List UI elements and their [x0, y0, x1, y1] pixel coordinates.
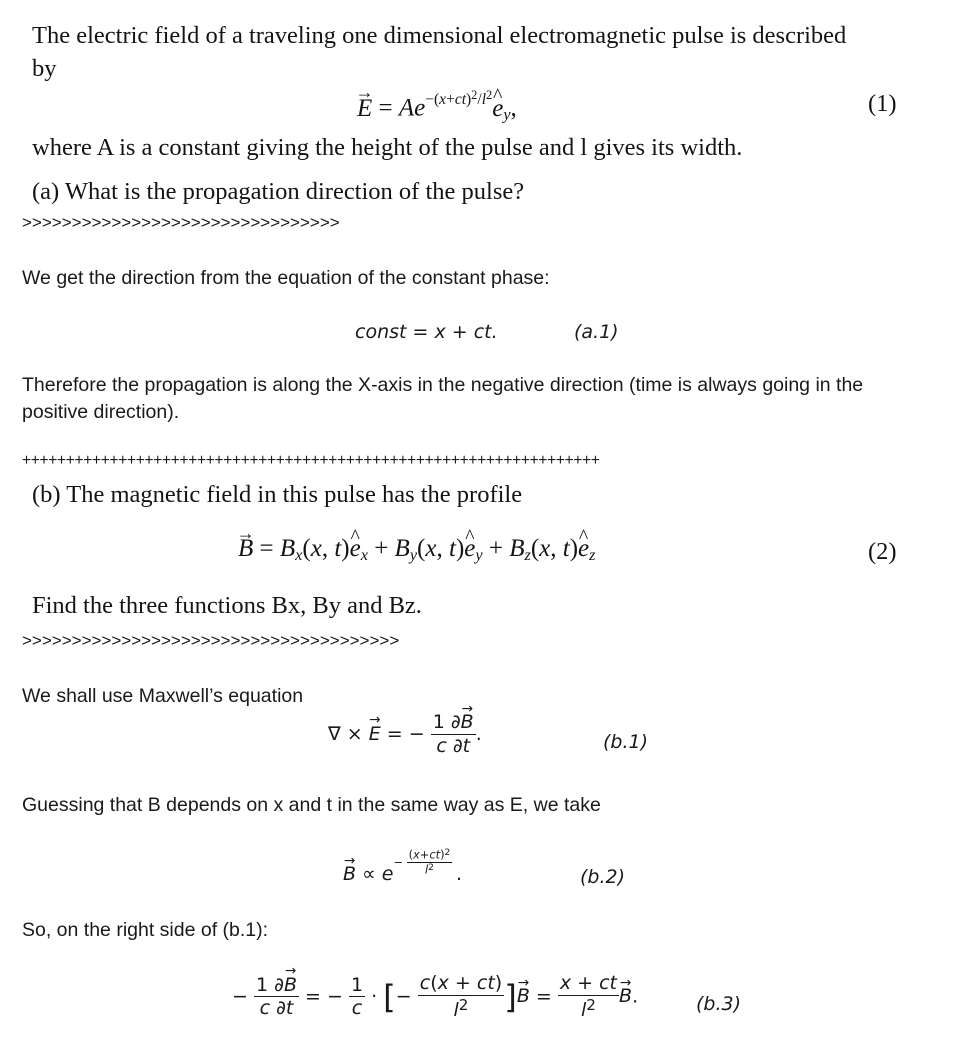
- equation-b1-maxwell: ∇ × → E = − $\frac{1 \partial\to B}{c \partial t}$ .: [328, 711, 482, 758]
- separator-b: >>>>>>>>>>>>>>>>>>>>>>>>>>>>>>>>>>>>>>: [22, 631, 400, 650]
- where-text: where A is a constant giving the height of the pulse and l gives its width.: [32, 134, 743, 161]
- question-a: (a) What is the propagation direction of the pulse?: [32, 178, 525, 205]
- question-b: (b) The magnetic field in this pulse has the profile: [32, 481, 523, 508]
- intro-line-1: The electric field of a traveling one dimensional electromagnetic pulse is described: [32, 22, 847, 49]
- equation-b2-number: (b.2): [580, 866, 626, 888]
- equation-2-magnetic-field: → $B = B_x(x$, t)^ $e_x + B_y(x$, t)^ $e_y + B_z(x$, t)^ $e_z$: [238, 535, 595, 565]
- find-text: Find the three functions Bx, By and Bz.: [32, 592, 422, 619]
- answer-b-text-1: We shall use Maxwell’s equation: [22, 685, 304, 707]
- answer-b-text-3: So, on the right side of (b.1):: [22, 919, 269, 941]
- answer-a-text-2-line-1: Therefore the propagation is along the X-axis in the negative direction (time is always going in the: [22, 374, 864, 396]
- separator-a: >>>>>>>>>>>>>>>>>>>>>>>>>>>>>>>>: [22, 213, 340, 232]
- equation-1-number: (1): [868, 90, 897, 117]
- equation-b1-number: (b.1): [603, 731, 649, 753]
- equation-1-electric-field: → $E = Ae^{-(x+ct)^2/l^2}\^{}$ $e_y$,: [357, 88, 517, 125]
- equation-a1: const = x + ct.: [355, 321, 498, 343]
- intro-line-2: by: [32, 55, 57, 82]
- plus-separator: ++++++++++++++++++++++++++++++++++++++++++++++++++++++++++++++++++: [22, 452, 600, 469]
- equation-b2-proportionality: → $B \propto e^{- \frac{(x+ct)^2}{l^2}}$ .: [343, 848, 462, 885]
- equation-b3-number: (b.3): [696, 993, 742, 1015]
- answer-a-text-1: We get the direction from the equation of the constant phase:: [22, 267, 550, 289]
- answer-b-text-2: Guessing that B depends on x and t in the same way as E, we take: [22, 794, 601, 816]
- equation-b3: − $\frac{1 \partial\to B}{c \partial t}$ = − $\frac{1}{c}$ · [− $\frac{c(x + ct)}{l^2}$ ]→ B = $\frac{x + ct}{l^2}$ → B.: [232, 972, 638, 1022]
- equation-2-number: (2): [868, 538, 897, 565]
- equation-a1-number: (a.1): [574, 321, 619, 343]
- answer-a-text-2-line-2: positive direction).: [22, 401, 180, 423]
